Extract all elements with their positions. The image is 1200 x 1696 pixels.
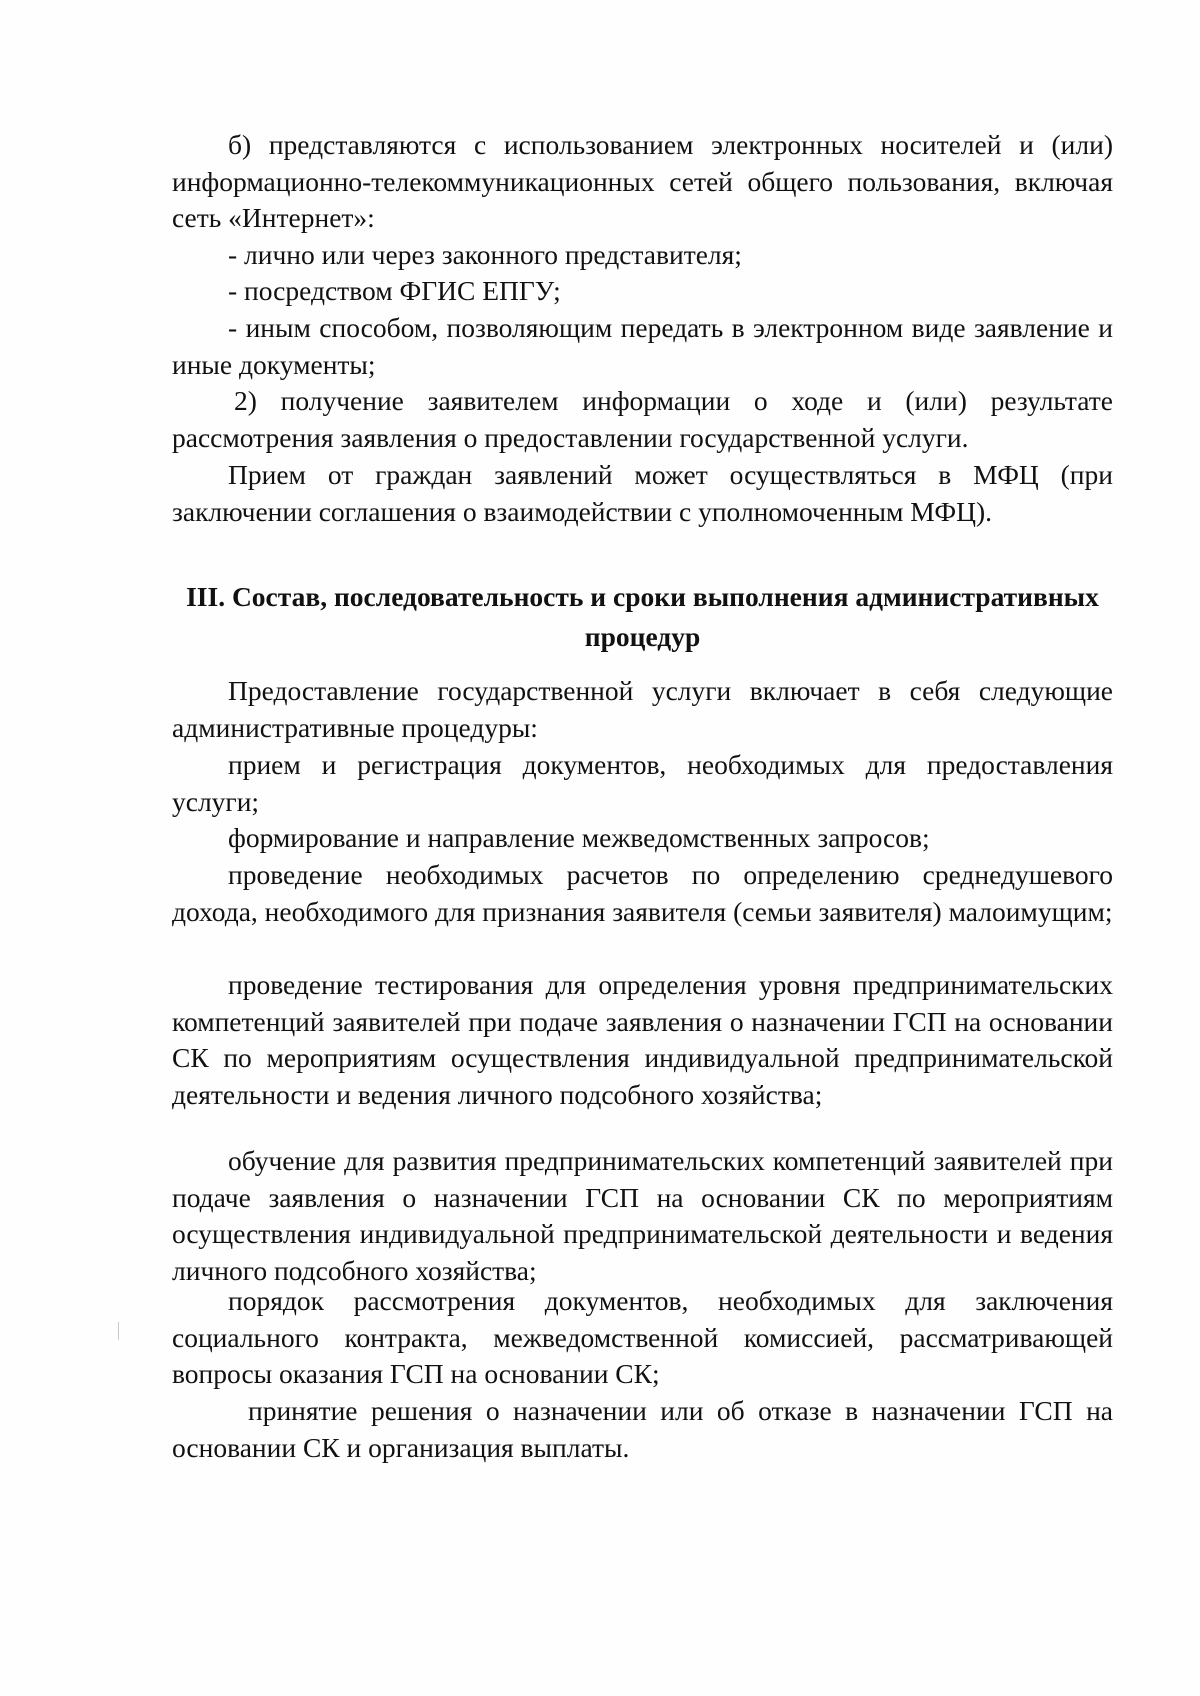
paragraph-receiving-info: 2) получение заявителем информации о ходе и (или) результате рассмотрения заявления о предоставлении государственной услуги. xyxy=(172,385,1113,453)
scan-margin-mark xyxy=(118,1322,119,1340)
section-heading: III. Состав, последовательность и сроки выполнения административных процедур xyxy=(186,581,1099,652)
procedure-commission-review: порядок рассмотрения документов, необходимых для заключения социального контракта, межведомственной комиссией, рассматривающей вопросы оказания ГСП на основании СК; xyxy=(172,1285,1113,1389)
list-item-in-person: - лично или через законного представителя; xyxy=(228,239,742,270)
procedure-testing: проведение тестирования для определения уровня предпринимательских компетенций заявителей при подаче заявления о назначении ГСП на основании СК по мероприятиям осуществления индивидуальной предпринимательской деятельности и ведения личного подсобного хозяйства; xyxy=(172,969,1113,1110)
list-item-other-method: - иным способом, позволяющим передать в электронном виде заявление и иные документы; xyxy=(172,312,1113,380)
procedure-document-intake: прием и регистрация документов, необходимых для предоставления услуги; xyxy=(172,749,1113,817)
procedure-income-calculation: проведение необходимых расчетов по определению среднедушевого дохода, необходимого для признания заявителя (семьи заявителя) малоимущим; xyxy=(172,859,1113,927)
paragraph-electronic-submission: б) представляются с использованием электронных носителей и (или) информационно-телекоммуникационных сетей общего пользования, включая сеть «Интернет»: xyxy=(172,129,1113,233)
procedure-interagency-requests: формирование и направление межведомственных запросов; xyxy=(228,822,930,853)
paragraph-procedures-intro: Предоставление государственной услуги включает в себя следующие административные процедуры: xyxy=(172,675,1113,743)
procedure-decision-payment: принятие решения о назначении или об отказе в назначении ГСП на основании СК и организация выплаты. xyxy=(172,1395,1113,1463)
procedure-training: обучение для развития предпринимательских компетенций заявителей при подаче заявления о назначении ГСП на основании СК по мероприятиям осуществления индивидуальной предпринимательской деятельности и ведения личного подсобного хозяйства; xyxy=(172,1145,1113,1286)
list-item-epgu: - посредством ФГИС ЕПГУ; xyxy=(228,275,561,306)
paragraph-mfc-reception: Прием от граждан заявлений может осуществляться в МФЦ (при заключении соглашения о взаимодействии с уполномоченным МФЦ). xyxy=(172,459,1113,527)
